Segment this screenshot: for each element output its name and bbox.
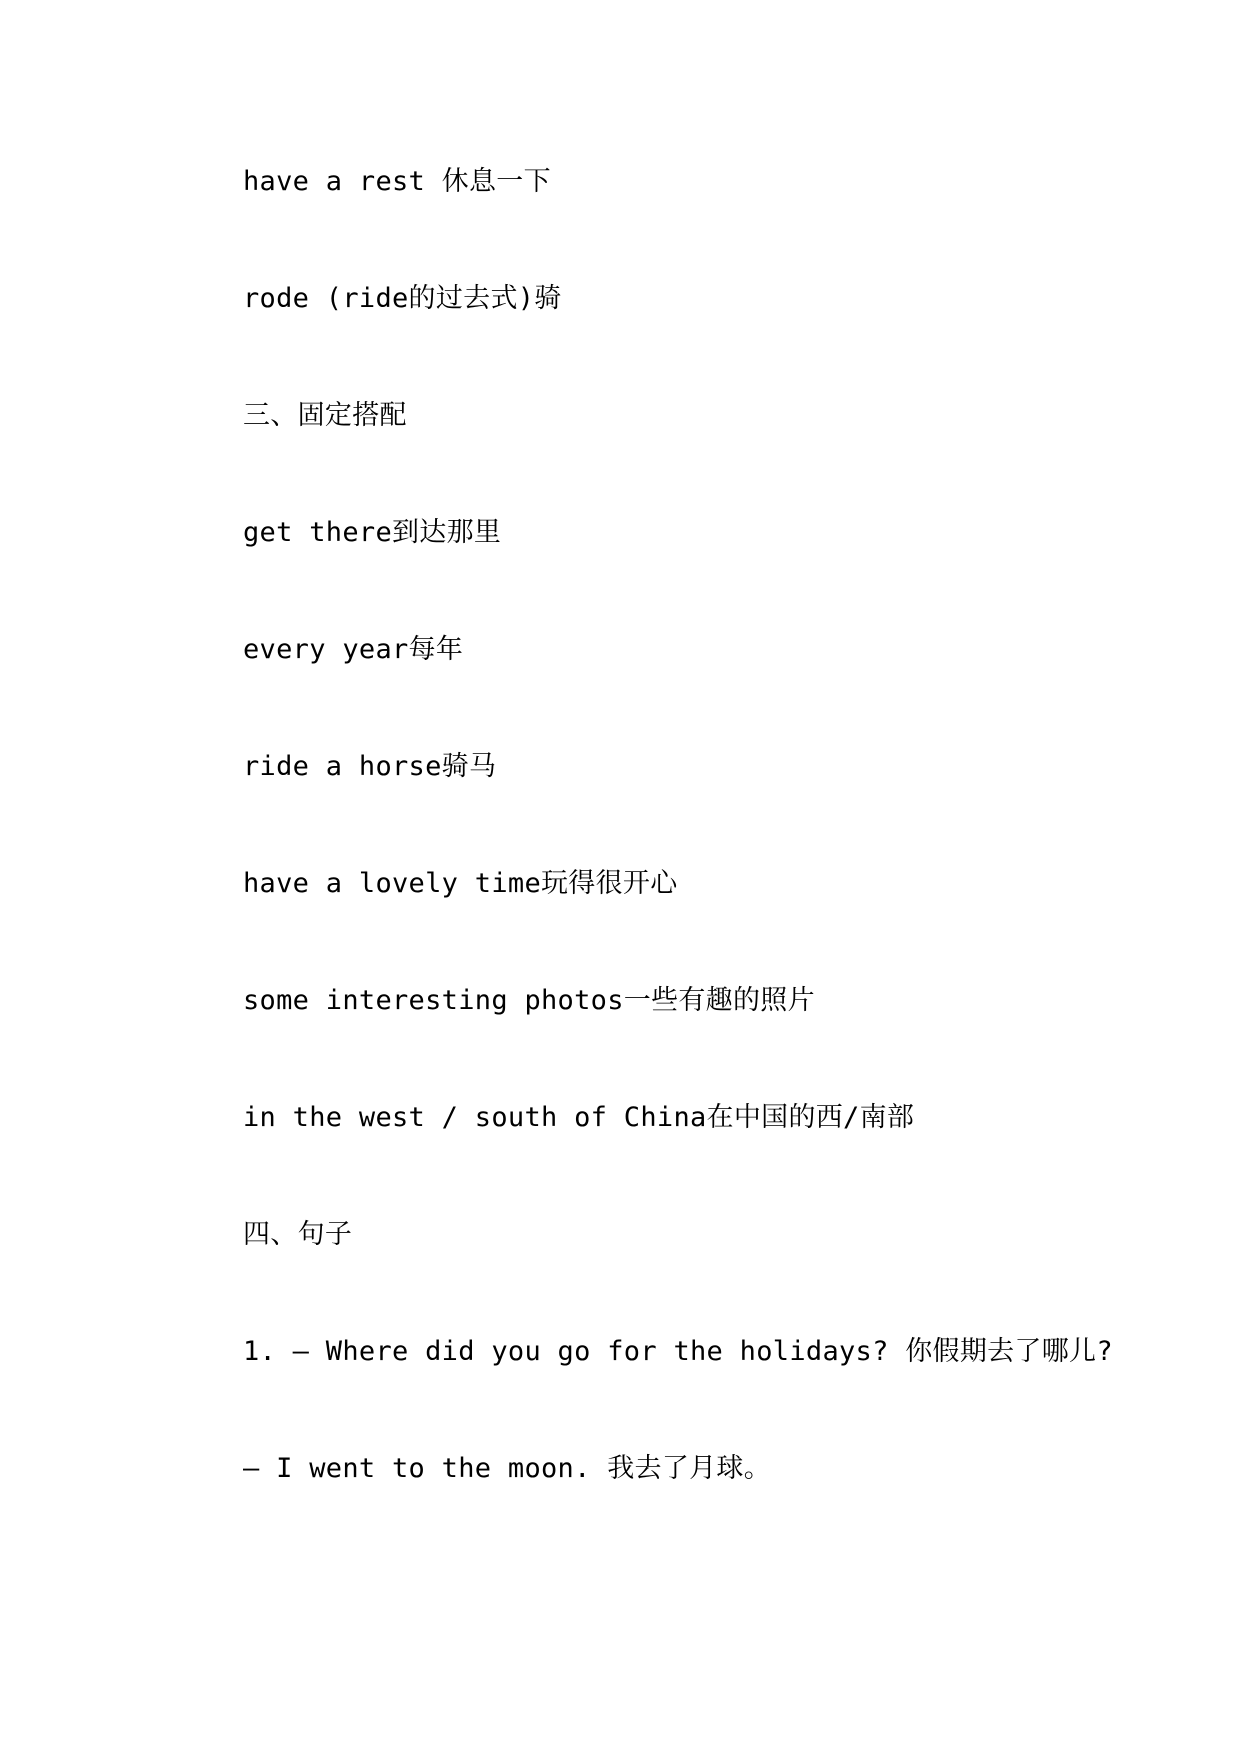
vocab-have-a-rest: have a rest 休息一下 bbox=[243, 166, 551, 197]
section-heading-fixed-phrases: 三、固定搭配 bbox=[243, 400, 407, 431]
vocab-rode: rode (ride的过去式)骑 bbox=[243, 283, 562, 314]
sentence-question-1: 1. — Where did you go for the holidays? 你假期去了哪儿? bbox=[243, 1336, 1113, 1367]
phrase-ride-a-horse: ride a horse骑马 bbox=[243, 751, 497, 782]
phrase-every-year: every year每年 bbox=[243, 634, 464, 665]
phrase-some-interesting-photos: some interesting photos一些有趣的照片 bbox=[243, 985, 815, 1016]
section-heading-sentences: 四、句子 bbox=[243, 1219, 353, 1250]
sentence-answer-1: — I went to the moon. 我去了月球。 bbox=[243, 1453, 772, 1484]
phrase-have-a-lovely-time: have a lovely time玩得很开心 bbox=[243, 868, 678, 899]
phrase-get-there: get there到达那里 bbox=[243, 517, 502, 548]
phrase-in-the-west-south-of-china: in the west / south of China在中国的西/南部 bbox=[243, 1102, 915, 1133]
